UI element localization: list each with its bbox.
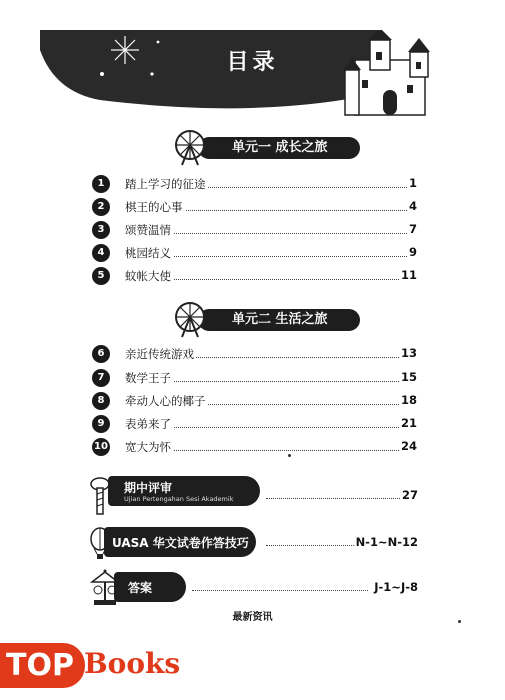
toc-entry[interactable] bbox=[92, 221, 417, 239]
topbooks-logo bbox=[0, 635, 190, 700]
leader-dots bbox=[266, 498, 400, 499]
ferris-wheel-icon bbox=[172, 300, 212, 338]
midterm-section[interactable] bbox=[88, 476, 418, 506]
entry-page: 15 bbox=[400, 370, 417, 384]
entry-title: 牵动人心的椰子 bbox=[125, 394, 206, 408]
entry-number: 10 bbox=[92, 438, 110, 456]
scan-mark bbox=[288, 454, 291, 457]
footer-note: 最新资讯 bbox=[232, 612, 273, 623]
unit-heading-2 bbox=[172, 300, 337, 338]
logo-books: Books bbox=[84, 647, 181, 680]
ferris-wheel-icon bbox=[172, 128, 212, 166]
toc-entry[interactable] bbox=[92, 345, 417, 363]
toc-entry[interactable] bbox=[92, 415, 417, 433]
entry-title: 数学王子 bbox=[125, 371, 171, 385]
toc-entry[interactable] bbox=[92, 392, 417, 410]
entry-page: 21 bbox=[400, 416, 417, 430]
entry-number: 6 bbox=[92, 345, 110, 363]
entry-page: 9 bbox=[408, 245, 417, 259]
uasa-label: UASA 华文试卷作答技巧 bbox=[112, 536, 249, 550]
midterm-label: 期中评审 bbox=[124, 481, 173, 495]
entry-title: 表弟来了 bbox=[125, 417, 171, 431]
entry-number: 1 bbox=[92, 175, 110, 193]
answers-page: J-1~J-8 bbox=[374, 580, 418, 594]
entry-title: 踏上学习的征途 bbox=[125, 177, 206, 191]
unit-label: 单元一 成长之旅 bbox=[198, 137, 360, 159]
toc-entry[interactable] bbox=[92, 175, 417, 193]
entry-title: 颂赞温情 bbox=[125, 223, 171, 237]
entry-page: 1 bbox=[408, 176, 417, 190]
header-banner bbox=[40, 30, 465, 120]
entry-page: 4 bbox=[408, 199, 417, 213]
entry-number: 3 bbox=[92, 221, 110, 239]
uasa-page: N-1~N-12 bbox=[355, 535, 418, 549]
unit-heading-1 bbox=[172, 128, 337, 166]
toc-entry[interactable] bbox=[92, 438, 417, 456]
toc-entry[interactable] bbox=[92, 244, 417, 262]
entry-number: 4 bbox=[92, 244, 110, 262]
leader-dots bbox=[192, 590, 368, 591]
entry-number: 9 bbox=[92, 415, 110, 433]
uasa-section[interactable] bbox=[88, 527, 418, 557]
logo-top: TOP bbox=[0, 643, 85, 688]
scan-mark bbox=[458, 620, 461, 623]
entry-page: 7 bbox=[408, 222, 417, 236]
entry-page: 24 bbox=[400, 439, 417, 453]
entry-title: 亲近传统游戏 bbox=[125, 347, 194, 361]
entry-number: 5 bbox=[92, 267, 110, 285]
entry-title: 蚊帐大使 bbox=[125, 269, 171, 283]
entry-title: 桃园结义 bbox=[125, 246, 171, 260]
toc-entry[interactable] bbox=[92, 198, 417, 216]
entry-number: 2 bbox=[92, 198, 110, 216]
midterm-page: 27 bbox=[401, 488, 418, 502]
entry-page: 13 bbox=[400, 346, 417, 360]
entry-number: 8 bbox=[92, 392, 110, 410]
leader-dots bbox=[266, 545, 354, 546]
toc-entry[interactable] bbox=[92, 267, 417, 285]
midterm-sublabel: Ujian Pertengahan Sesi Akademik bbox=[124, 495, 234, 503]
entry-page: 11 bbox=[400, 268, 417, 282]
entry-page: 18 bbox=[400, 393, 417, 407]
answers-section[interactable] bbox=[88, 572, 418, 602]
unit-label: 单元二 生活之旅 bbox=[198, 309, 360, 331]
entry-title: 宽大为怀 bbox=[125, 440, 171, 454]
toc-entry[interactable] bbox=[92, 369, 417, 387]
entry-number: 7 bbox=[92, 369, 110, 387]
answers-label: 答案 bbox=[128, 581, 153, 595]
page-title: 目录 bbox=[226, 50, 279, 75]
entry-title: 棋王的心事 bbox=[125, 200, 183, 214]
